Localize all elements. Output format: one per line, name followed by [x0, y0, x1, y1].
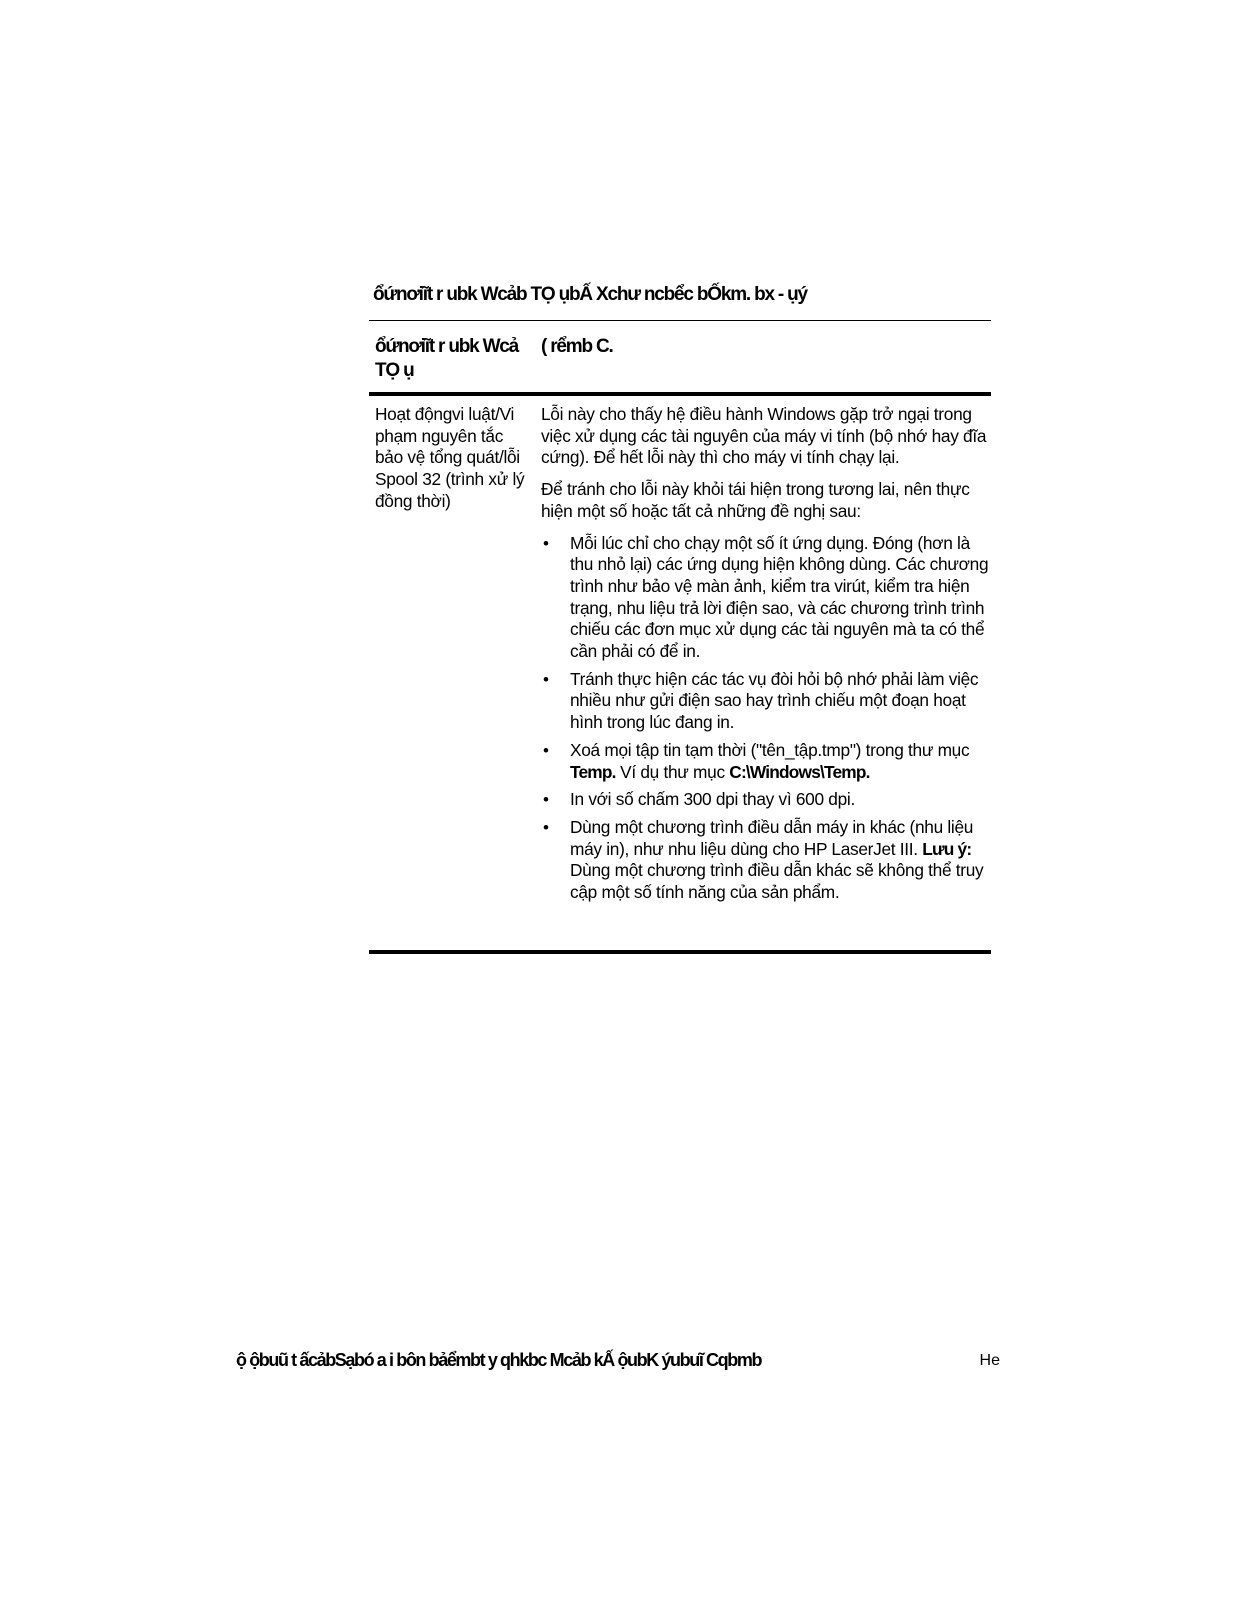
- list-item: [541, 669, 991, 734]
- temp-folder-name: Temp.: [570, 761, 616, 782]
- error-name-cell: Hoạt độngvi luật/Vi phạm nguyên tắc bảo vệ tổng quát/lỗi Spool 32 (trình xử lý đồng thời): [375, 404, 525, 511]
- list-item: [541, 740, 991, 783]
- bullet-icon: •: [543, 817, 549, 837]
- list-item: [541, 533, 991, 663]
- note-label: Lưu ý:: [922, 838, 972, 859]
- list-item-text: In với số chấm 300 dpi thay vì 600 dpi.: [570, 789, 855, 810]
- footer-page-label: He: [979, 1352, 1000, 1369]
- bullet-icon: •: [543, 740, 549, 760]
- table-top-rule: [369, 320, 991, 321]
- list-item: [541, 817, 991, 904]
- table-bottom-rule: [369, 950, 991, 954]
- column-header-symptom: ổứnơiĩt r ubk Wcả TỌ ụ: [375, 336, 519, 381]
- bullet-icon: •: [543, 790, 549, 810]
- table-caption: ổứnơiĩt r ubk Wcảb TỌ ụbẤ Xchư ncbểc bỐkm. bx - ụý: [373, 284, 807, 305]
- list-item-text: Xoá mọi tập tin tạm thời ("tên_tập.tmp") trong thư mục: [570, 739, 970, 760]
- bullet-icon: •: [543, 533, 549, 553]
- list-item-text: Ví dụ thư mục: [615, 761, 730, 782]
- list-item: [541, 789, 991, 811]
- footer-title: ộ ộbuũ t ấcảbSạbó a i bôn bảểmbt y qhkbc Mcảb kẤ ộubK ýubuĩ Cqbmb: [236, 1350, 762, 1370]
- temp-folder-path: C:\Windows\Temp.: [729, 761, 870, 782]
- list-item-text: Dùng một chương trình điều dẫn máy in khác (nhu liệu máy in), như nhu liệu dùng cho HP LaserJet III.: [570, 816, 974, 859]
- suggestion-list: [541, 533, 991, 904]
- list-item-text: Tránh thực hiện các tác vụ đòi hỏi bộ nhớ phải làm việc nhiều như gửi điện sao hay trình chiếu một đoạn hoạt hình trong lúc đang in.: [570, 668, 979, 733]
- solution-cell: [541, 404, 991, 910]
- advice-intro: Để tránh cho lỗi này khỏi tái hiện trong tương lai, nên thực hiện một số hoặc tất cả những đề nghị sau:: [541, 479, 970, 521]
- table-header-rule: [369, 392, 991, 396]
- list-item-text: Mỗi lúc chỉ cho chạy một số ít ứng dụng. Đóng (hơn là thu nhỏ lại) các ứng dụng hiện không dùng. Các chương trình như bảo vệ màn ảnh, kiểm tra virút, kiểm tra hiện trạng, nhu liệu trả lời điện sao, và các chương trình trình chiếu các đơn mục xử dụng các tài nguyên mà ta có thể cần phải có để in.: [570, 532, 989, 662]
- bullet-icon: •: [543, 669, 549, 689]
- note-text: Dùng một chương trình điều dẫn khác sẽ không thể truy cập một số tính năng của sản phẩm.: [570, 860, 984, 903]
- error-description: Lỗi này cho thấy hệ điều hành Windows gặp trở ngại trong việc xử dụng các tài nguyên của máy vi tính (bộ nhớ hay đĩa cứng). Để hết lỗi này thì cho máy vi tính chạy lại.: [541, 404, 987, 468]
- column-header-solution: ( rểmb C.: [541, 336, 613, 357]
